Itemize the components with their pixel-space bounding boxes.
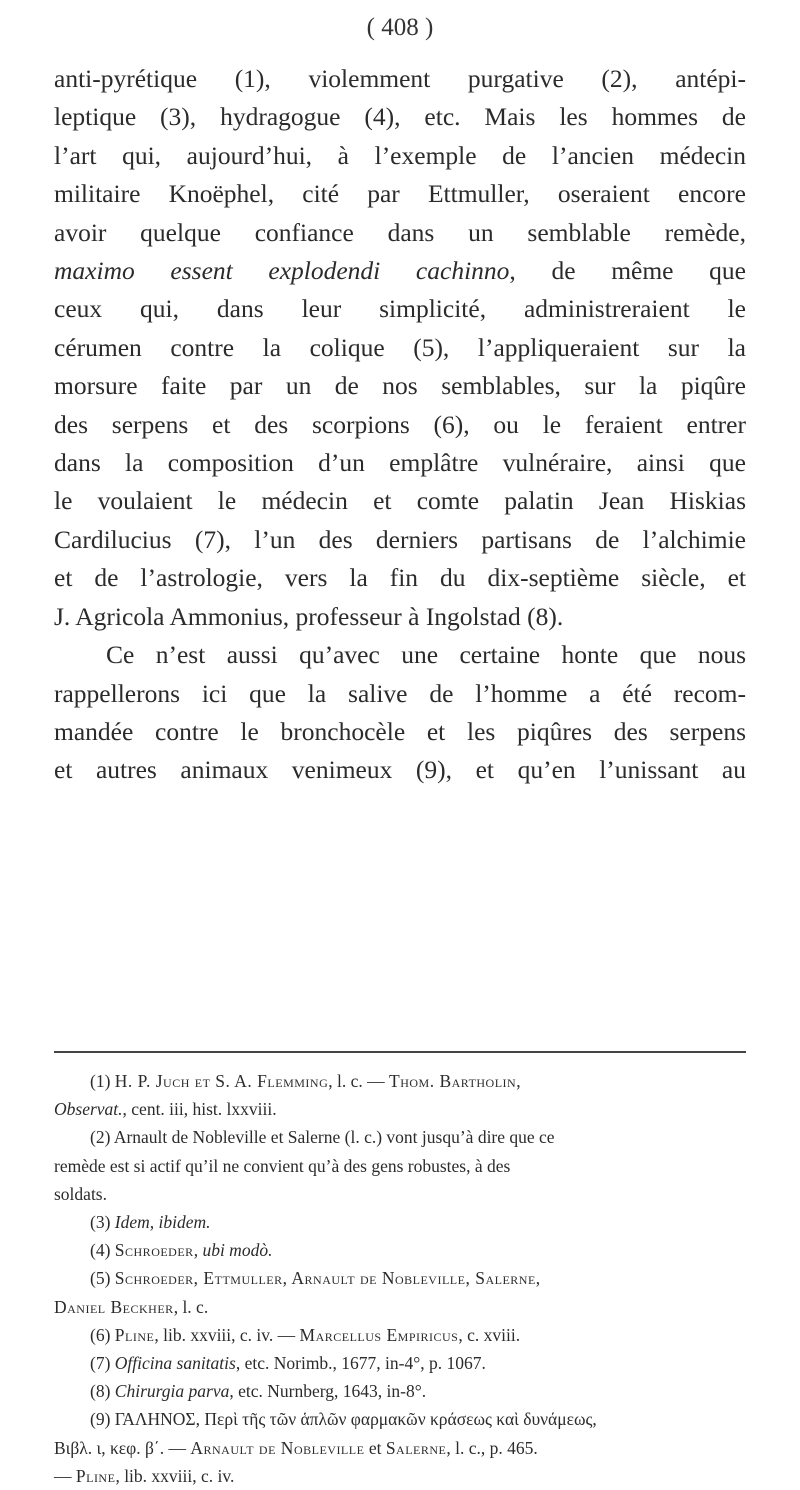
footnote-author: Schroeder, Ettmuller, Arnault de Nobleville, Salerne,: [114, 1268, 541, 1289]
footnote-text: ,: [516, 1071, 521, 1091]
footnote-text: , l. c., p. 465.: [446, 1437, 538, 1458]
footnote-author: H. P. Juch et S. A. Flemming: [114, 1071, 329, 1091]
footnote-text: , l. c. —: [328, 1071, 389, 1091]
footnote-5: [54, 1264, 746, 1320]
body-text: [54, 60, 746, 790]
footnote-text: et: [364, 1437, 386, 1458]
footnote-number: (7): [90, 1353, 111, 1374]
body-line: cérumen contre la colique (5), l’appliqueraient sur la: [54, 332, 746, 362]
footnote-7: [54, 1349, 746, 1377]
footnote-text: , etc. Norimb., 1677, in-4°, p. 1067.: [235, 1353, 486, 1374]
body-line: dans la composition d’un emplâtre vulnéraire, ainsi que: [54, 448, 746, 478]
body-line: le voulaient le médecin et comte palatin Jean Hiskias: [54, 486, 746, 516]
footnote-author: Daniel Beckher: [54, 1296, 174, 1317]
body-line: Cardilucius (7), l’un des derniers partisans de l’alchimie: [54, 524, 746, 554]
footnote-number: (2): [90, 1127, 111, 1148]
body-fragment: , de même que: [509, 256, 746, 286]
body-line: [54, 252, 746, 290]
footnote-6: [54, 1321, 746, 1349]
body-line: et de l’astrologie, vers la fin du dix-septième siècle, et: [54, 563, 746, 593]
footnote-title: Officina sanitatis: [114, 1353, 236, 1374]
footnote-1: [54, 1067, 746, 1123]
footnote-greek-text: , Περὶ τῆς τῶν ἁπλῶν φαρμακῶν κράσεως καὶ δυνάμεως,: [195, 1409, 597, 1430]
body-line: Ce n’est aussi qu’avec une certaine honte que nous: [106, 640, 746, 670]
body-line: J. Agricola Ammonius, professeur à Ingolstad (8).: [54, 601, 564, 631]
footnote-3: [54, 1208, 746, 1236]
footnote-text: Arnault de Nobleville et Salerne (l. c.) vont jusqu’à dire que ce: [113, 1127, 555, 1148]
footnote-separator: [54, 1051, 746, 1053]
footnote-title: Observat.: [54, 1099, 123, 1120]
body-line: mandée contre le bronchocèle et les piqûres des serpens: [54, 716, 746, 746]
footnote-greek-text: Βιβλ. ι, κεφ. β΄. —: [54, 1437, 191, 1458]
body-line: morsure faite par un de nos semblables, sur la piqûre: [54, 371, 746, 401]
body-line: ceux qui, dans leur simplicité, administreraient le: [54, 294, 746, 324]
footnote-number: (4): [90, 1240, 111, 1261]
body-line: et autres animaux venimeux (9), et qu’en l’unissant au: [54, 755, 746, 785]
footnote-text: , lib. xxviii, c. iv.: [115, 1465, 235, 1486]
footnote-author: Pline: [114, 1324, 155, 1345]
footnote-number: (5): [90, 1268, 111, 1289]
footnote-text: , c. xviii.: [458, 1324, 521, 1345]
footnote-text: , lib. xxviii, c. iv. —: [154, 1324, 300, 1345]
body-line: l’art qui, aujourd’hui, à l’exemple de l’ancien médecin: [54, 140, 746, 170]
footnote-9: [54, 1405, 746, 1490]
footnote-text: Idem, ibidem.: [114, 1212, 211, 1233]
body-line: avoir quelque confiance dans un semblable remède,: [54, 217, 746, 247]
footnote-text: soldats.: [54, 1183, 107, 1204]
body-line: leptique (3), hydragogue (4), etc. Mais les hommes de: [54, 102, 746, 132]
footnote-author: Marcellus Empiricus: [299, 1324, 459, 1345]
footnote-author: ΓΑΛΗΝΟΣ: [114, 1409, 196, 1430]
footnote-number: (6): [90, 1324, 111, 1345]
footnotes: [54, 1067, 746, 1490]
footnote-text: remède est si actif qu’il ne convient qu’à des gens robustes, à des: [54, 1155, 511, 1176]
footnote-author: Arnault de Nobleville: [190, 1437, 365, 1458]
footnote-text: , cent. iii, hist. lxxviii.: [122, 1099, 277, 1120]
footnote-title: Chirurgia parva: [114, 1381, 230, 1402]
latin-quote: maximo essent explodendi cachinno: [54, 256, 510, 286]
footnote-number: (8): [90, 1381, 111, 1402]
page-number: ( 408 ): [366, 14, 434, 41]
footnote-4: [54, 1236, 746, 1264]
footnote-text: , l. c.: [173, 1296, 209, 1317]
footnote-author: Salerne: [385, 1437, 447, 1458]
footnote-number: (9): [90, 1409, 111, 1430]
footnote-8: [54, 1377, 746, 1405]
body-line: des serpens et des scorpions (6), ou le feraient entrer: [54, 409, 746, 439]
footnote-number: (1): [90, 1071, 111, 1091]
footnote-author: Thom. Bartholin: [389, 1071, 517, 1091]
body-line: anti-pyrétique (1), violemment purgative (2), antépi-: [54, 64, 746, 93]
footnote-text: —: [54, 1465, 76, 1486]
footnote-author: Pline: [75, 1465, 116, 1486]
footnote-text: , ubi modò.: [193, 1240, 273, 1261]
body-line: rappellerons ici que la salive de l’homme a été recom-: [54, 678, 746, 708]
footnote-number: (3): [90, 1212, 111, 1233]
body-line: militaire Knoëphel, cité par Ettmuller, oseraient encore: [54, 179, 746, 209]
footnote-author: Schroeder: [114, 1240, 194, 1261]
footnote-text: , etc. Nurnberg, 1643, in-8°.: [229, 1381, 427, 1402]
footnote-2: [54, 1123, 746, 1208]
